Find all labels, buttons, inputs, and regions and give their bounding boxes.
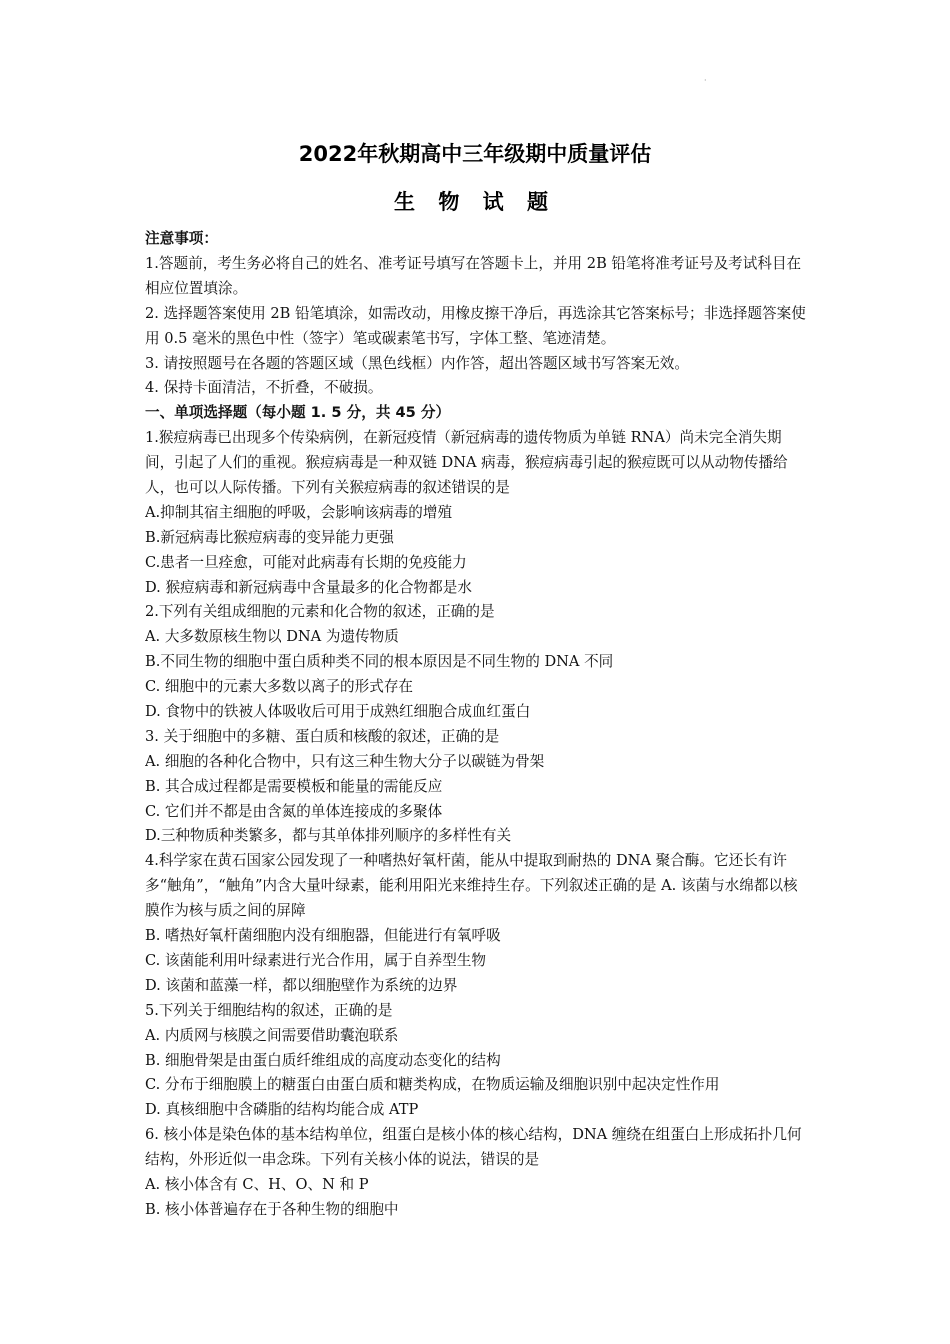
question-option: B.新冠病毒比猴痘病毒的变异能力更强 [145, 528, 394, 546]
question-option: B. 其合成过程都是需要模板和能量的需能反应 [145, 777, 443, 795]
question-option: D. 真核细胞中含磷脂的结构均能合成 ATP [145, 1101, 419, 1119]
page-title: 2022年秋期高中三年级期中质量评估 [298, 142, 652, 166]
question-option: D.三种物质种类繁多，都与其单体排列顺序的多样性有关 [145, 827, 512, 845]
question-option: B. 核小体普遍存在于各种生物的细胞中 [145, 1200, 399, 1218]
question-option: B. 嗜热好氧杆菌细胞内没有细胞器，但能进行有氧呼吸 [145, 927, 501, 945]
question-option: C. 该菌能利用叶绿素进行光合作用，属于自养型生物 [145, 951, 486, 969]
question-option: D. 猴痘病毒和新冠病毒中含量最多的化合物都是水 [145, 578, 472, 596]
question-stem: 4.科学家在黄石国家公园发现了一种嗜热好氧杆菌，能从中提取到耐热的 DNA 聚合酶。它还长有许多“触角”，“触角”内含大量叶绿素，能利用阳光来维持生存。下列叙述正确的是 A. 该菌与水绵都以核膜作为核与质之间的屏障 [145, 852, 798, 920]
question-option: D. 该菌和蓝藻一样，都以细胞壁作为系统的边界 [145, 976, 458, 994]
section-heading: 一、单项选择题（每小题 1. 5 分，共 45 分） [145, 404, 451, 422]
question-option: A. 细胞的各种化合物中，只有这三种生物大分子以碳链为骨架 [145, 752, 545, 770]
question-option: C. 分布于细胞膜上的糖蛋白由蛋白质和糖类构成，在物质运输及细胞识别中起决定性作用 [145, 1076, 720, 1094]
question-option: A.抑制其宿主细胞的呼吸，会影响该病毒的增殖 [145, 503, 453, 521]
question-option: B.不同生物的细胞中蛋白质种类不同的根本原因是不同生物的 DNA 不同 [145, 653, 614, 671]
question-option: A. 大多数原核生物以 DNA 为遗传物质 [145, 628, 399, 646]
page-subtitle: 生 物 试 题 [394, 190, 556, 214]
question-option: C.患者一旦痊愈，可能对此病毒有长期的免疫能力 [145, 553, 467, 571]
notice-item: 1.答题前，考生务必将自己的姓名、准考证号填写在答题卡上，并用 2B 铅笔将准考证号及考试科目在相应位置填涂。 [145, 254, 802, 297]
question-option: B. 细胞骨架是由蛋白质纤维组成的高度动态变化的结构 [145, 1051, 501, 1069]
question-option: D. 食物中的铁被人体吸收后可用于成熟红细胞合成血红蛋白 [145, 703, 531, 721]
question-stem: 2.下列有关组成细胞的元素和化合物的叙述，正确的是 [145, 603, 495, 621]
notice-item: 4. 保持卡面清洁，不折叠，不破损。 [145, 379, 383, 397]
scan-mark: · [704, 76, 707, 85]
notice-item: 2. 选择题答案使用 2B 铅笔填涂，如需改动，用橡皮擦干净后，再选涂其它答案标号；非选择题答案使用 0.5 毫米的黑色中性（签字）笔或碳素笔书写，字体工整、笔迹清楚。 [145, 304, 806, 347]
question-option: C. 它们并不都是由含氮的单体连接成的多聚体 [145, 802, 443, 820]
question-stem: 6. 核小体是染色体的基本结构单位，组蛋白是核小体的核心结构，DNA 缠绕在组蛋白上形成拓扑几何结构，外形近似一串念珠。下列有关核小体的说法，错误的是 [145, 1126, 802, 1169]
question-option: A. 核小体含有 C、H、O、N 和 P [145, 1176, 369, 1194]
question-option: C. 细胞中的元素大多数以离子的形式存在 [145, 678, 414, 696]
exam-body [145, 227, 810, 1223]
question-option: A. 内质网与核膜之间需要借助囊泡联系 [145, 1026, 399, 1044]
question-stem: 5.下列关于细胞结构的叙述，正确的是 [145, 1001, 393, 1019]
question-stem: 3. 关于细胞中的多糖、蛋白质和核酸的叙述，正确的是 [145, 727, 500, 745]
question-stem: 1.猴痘病毒已出现多个传染病例，在新冠疫情（新冠病毒的遗传物质为单链 RNA）尚未完全消失期间，引起了人们的重视。猴痘病毒是一种双链 DNA 病毒，猴痘病毒引起的猴痘既可以从动物传播给人，也可以人际传播。下列有关猴痘病毒的叙述错误的是 [145, 429, 788, 496]
notice-heading: 注意事项： [145, 230, 218, 247]
notice-item: 3. 请按照题号在各题的答题区域（黑色线框）内作答，超出答题区域书写答案无效。 [145, 354, 689, 372]
